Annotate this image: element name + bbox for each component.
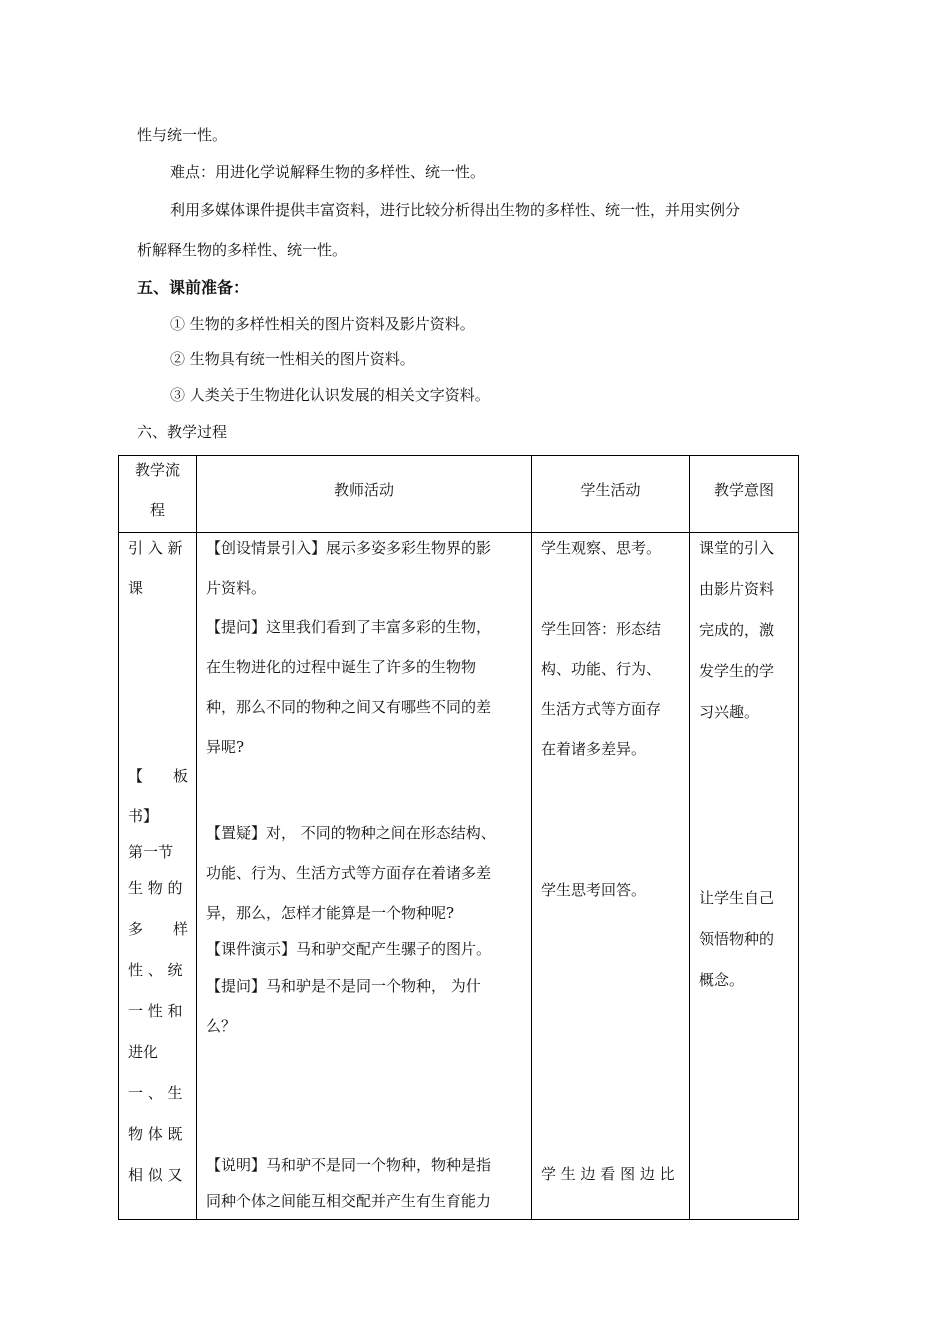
teacher-text: 功能、行为、生活方式等方面存在着诸多差 bbox=[206, 864, 492, 882]
header-flow-line1: 教学流 bbox=[134, 461, 180, 479]
header-intent-label: 教学意图 bbox=[713, 481, 774, 499]
student-text: 在着诸多差异。 bbox=[541, 740, 647, 758]
section5-heading: 五、课前准备： bbox=[137, 278, 250, 297]
student-cell bbox=[532, 533, 690, 1220]
intent-text: 完成的，激 bbox=[699, 621, 775, 639]
section6-heading: 六、教学过程 bbox=[137, 423, 228, 441]
header-flow bbox=[119, 456, 197, 533]
flow-text: 【 板 bbox=[128, 767, 189, 785]
intent-text: 让学生自己 bbox=[699, 889, 775, 907]
intent-text: 概念。 bbox=[699, 971, 745, 989]
intent-text: 领悟物种的 bbox=[699, 930, 775, 948]
teacher-text: 【置疑】对， 不同的物种之间在形态结构、 bbox=[206, 824, 496, 842]
intro-line: 性与统一性。 bbox=[137, 126, 228, 144]
table-header-row bbox=[119, 456, 799, 533]
header-flow-line2: 程 bbox=[149, 501, 165, 519]
teacher-text: 【说明】马和驴不是同一个物种，物种是指 bbox=[206, 1156, 492, 1174]
flow-text: 一 性 和 bbox=[128, 1002, 183, 1020]
flow-text: 物 体 既 bbox=[128, 1125, 183, 1143]
teacher-text: 【提问】马和驴是不是同一个物种， 为什 bbox=[206, 977, 481, 995]
teacher-text: 【创设情景引入】展示多姿多彩生物界的影 bbox=[206, 539, 492, 557]
header-student bbox=[532, 456, 690, 533]
student-text: 构、功能、行为、 bbox=[541, 660, 662, 678]
teacher-text: 么？ bbox=[206, 1017, 237, 1035]
flow-cell bbox=[119, 533, 197, 1220]
prep-item-2: ② 生物具有统一性相关的图片资料。 bbox=[170, 350, 415, 368]
teaching-process-table bbox=[118, 455, 799, 1220]
flow-text: 多 样 bbox=[128, 920, 189, 938]
teacher-text: 同种个体之间能互相交配并产生有生育能力 bbox=[206, 1192, 492, 1210]
teacher-text: 片资料。 bbox=[206, 579, 267, 597]
flow-text: 生 物 的 bbox=[128, 879, 183, 897]
header-teacher bbox=[197, 456, 532, 533]
flow-text: 进化 bbox=[128, 1043, 159, 1061]
intent-text: 由影片资料 bbox=[699, 580, 775, 598]
header-teacher-label: 教师活动 bbox=[333, 481, 394, 499]
intent-cell bbox=[690, 533, 799, 1220]
student-text: 学 生 边 看 图 边 比 bbox=[541, 1165, 675, 1183]
flow-text: 课 bbox=[128, 579, 144, 597]
teacher-text: 种，那么不同的物种之间又有哪些不同的差 bbox=[206, 698, 492, 716]
teacher-text: 【提问】这里我们看到了丰富多彩的生物， bbox=[206, 618, 492, 636]
flow-text: 书】 bbox=[128, 807, 159, 825]
teacher-text: 在生物进化的过程中诞生了许多的生物物 bbox=[206, 658, 477, 676]
teacher-text: 异，那么，怎样才能算是一个物种呢? bbox=[206, 904, 455, 922]
student-text: 学生回答：形态结 bbox=[541, 620, 662, 638]
header-student-label: 学生活动 bbox=[580, 481, 641, 499]
teacher-text: 【课件演示】马和驴交配产生骡子的图片。 bbox=[206, 940, 492, 958]
flow-text: 相 似 又 bbox=[128, 1166, 183, 1184]
student-text: 学生观察、思考。 bbox=[541, 539, 662, 557]
flow-text: 第一节 bbox=[128, 843, 174, 861]
intent-text: 习兴趣。 bbox=[699, 703, 760, 721]
difficulty-text: 难点：用进化学说解释生物的多样性、统一性。 bbox=[170, 163, 486, 181]
student-text: 生活方式等方面存 bbox=[541, 700, 662, 718]
flow-text: 一 、 生 bbox=[128, 1084, 183, 1102]
intent-text: 课堂的引入 bbox=[699, 539, 775, 557]
method-text-line2: 析解释生物的多样性、统一性。 bbox=[137, 241, 348, 259]
teacher-text: 异呢? bbox=[206, 738, 245, 756]
prep-item-3: ③ 人类关于生物进化认识发展的相关文字资料。 bbox=[170, 386, 490, 404]
intent-text: 发学生的学 bbox=[699, 662, 775, 680]
flow-text: 引 入 新 bbox=[128, 539, 183, 557]
table-row bbox=[119, 533, 799, 1220]
method-text-line1: 利用多媒体课件提供丰富资料，进行比较分析得出生物的多样性、统一性，并用实例分 bbox=[170, 201, 741, 219]
header-intent bbox=[690, 456, 799, 533]
flow-text: 性 、 统 bbox=[128, 961, 183, 979]
student-text: 学生思考回答。 bbox=[541, 881, 647, 899]
prep-item-1: ① 生物的多样性相关的图片资料及影片资料。 bbox=[170, 315, 475, 333]
teacher-cell bbox=[197, 533, 532, 1220]
